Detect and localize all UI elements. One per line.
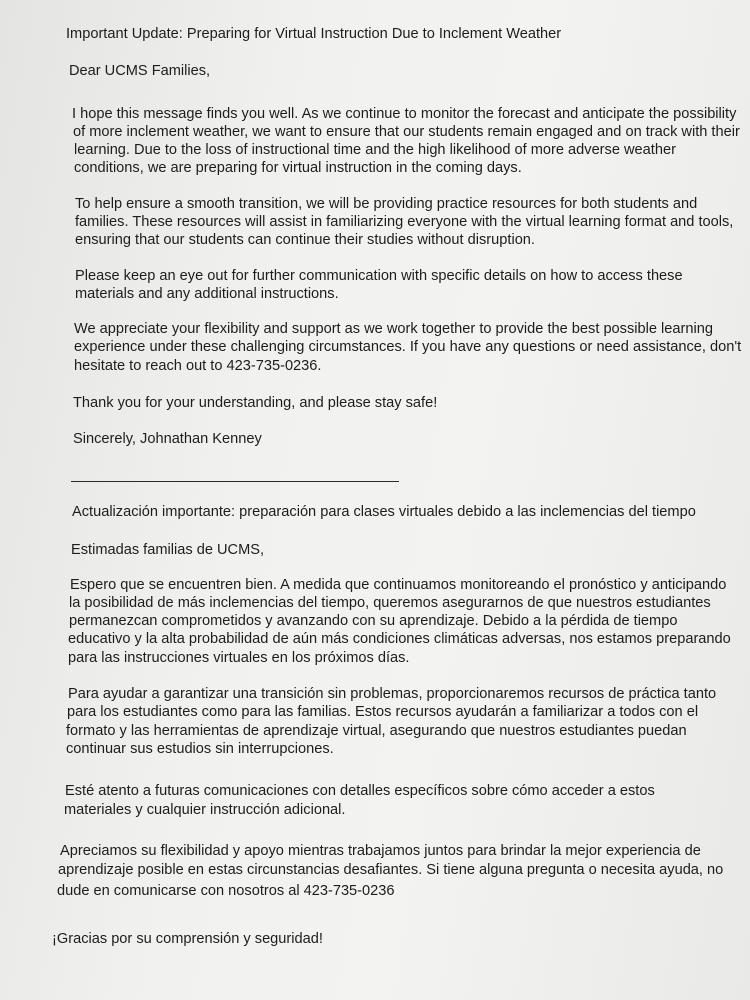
english-para1-line1: I hope this message finds you well. As we continue to monitor the forecast and anticipate the possibility xyxy=(72,106,737,122)
spanish-para1-line5: para las instrucciones virtuales en los próximos días. xyxy=(68,650,410,666)
spanish-title: Actualización importante: preparación para clases virtuales debido a las inclemencias del tiempo xyxy=(72,504,696,520)
english-greeting: Dear UCMS Families, xyxy=(69,63,211,79)
spanish-para1-line1: Espero que se encuentren bien. A medida que continuamos monitoreando el pronóstico y anticipando xyxy=(70,577,727,593)
english-para4-line3: hesitate to reach out to 423-735-0236. xyxy=(74,358,322,374)
spanish-greeting: Estimadas familias de UCMS, xyxy=(71,542,265,558)
spanish-para2-line3: formato y las herramientas de aprendizaje virtual, asegurando que nuestros estudiantes puedan xyxy=(66,723,687,739)
spanish-para3-line2: materiales y cualquier instrucción adicional. xyxy=(64,802,346,818)
english-para3-line1: Please keep an eye out for further communication with specific details on how to access these xyxy=(75,268,683,284)
english-para2-line2: families. These resources will assist in familiarizing everyone with the virtual learning format and tools, xyxy=(75,214,734,230)
spanish-para4-line2: aprendizaje posible en estas circunstancias desafiantes. Si tiene alguna pregunta o necesita ayuda, no xyxy=(58,862,724,878)
english-para2-line1: To help ensure a smooth transition, we will be providing practice resources for both students and xyxy=(75,196,698,212)
spanish-para1-line3: permanezcan comprometidos y avanzando con su aprendizaje. Debido a la pérdida de tiempo xyxy=(69,613,678,629)
english-signoff: Sincerely, Johnathan Kenney xyxy=(73,431,262,447)
spanish-para2-line4: continuar sus estudios sin interrupciones. xyxy=(66,741,334,757)
spanish-para2-line2: para los estudiantes como para las familias. Estos recursos ayudarán a familiarizar a todos con el xyxy=(67,704,699,720)
spanish-para4-line3: dude en comunicarse con nosotros al 423-735-0236 xyxy=(57,883,395,899)
english-thanks: Thank you for your understanding, and please stay safe! xyxy=(73,395,438,411)
english-para4-line2: experience under these challenging circumstances. If you have any questions or need assistance, don't xyxy=(74,339,742,355)
spanish-para1-line2: la posibilidad de más inclemencias del tiempo, queremos asegurarnos de que nuestros estudiantes xyxy=(69,595,711,611)
english-para1-line3: learning. Due to the loss of instructional time and the high likelihood of more adverse weather xyxy=(74,142,676,158)
english-para1-line2: of more inclement weather, we want to ensure that our students remain engaged and on track with their xyxy=(73,124,740,140)
spanish-para3-line1: Esté atento a futuras comunicaciones con detalles específicos sobre cómo acceder a estos xyxy=(65,783,655,799)
spanish-thanks: ¡Gracias por su comprensión y seguridad! xyxy=(52,931,323,947)
spanish-para1-line4: educativo y la alta probabilidad de aún más condiciones climáticas adversas, nos estamos preparando xyxy=(68,631,731,647)
spanish-para2-line1: Para ayudar a garantizar una transición sin problemas, proporcionaremos recursos de práctica tanto xyxy=(68,686,717,702)
english-title: Important Update: Preparing for Virtual Instruction Due to Inclement Weather xyxy=(66,26,562,42)
english-para1-line4: conditions, we are preparing for virtual instruction in the coming days. xyxy=(74,160,522,176)
english-para3-line2: materials and any additional instructions. xyxy=(75,286,339,302)
english-para4-line1: We appreciate your flexibility and support as we work together to provide the best possible learning xyxy=(74,321,713,337)
signature-divider xyxy=(71,481,399,482)
english-para2-line3: ensuring that our students can continue their studies without disruption. xyxy=(75,232,535,248)
spanish-para4-line1: Apreciamos su flexibilidad y apoyo mientras trabajamos juntos para brindar la mejor experiencia de xyxy=(60,843,701,859)
